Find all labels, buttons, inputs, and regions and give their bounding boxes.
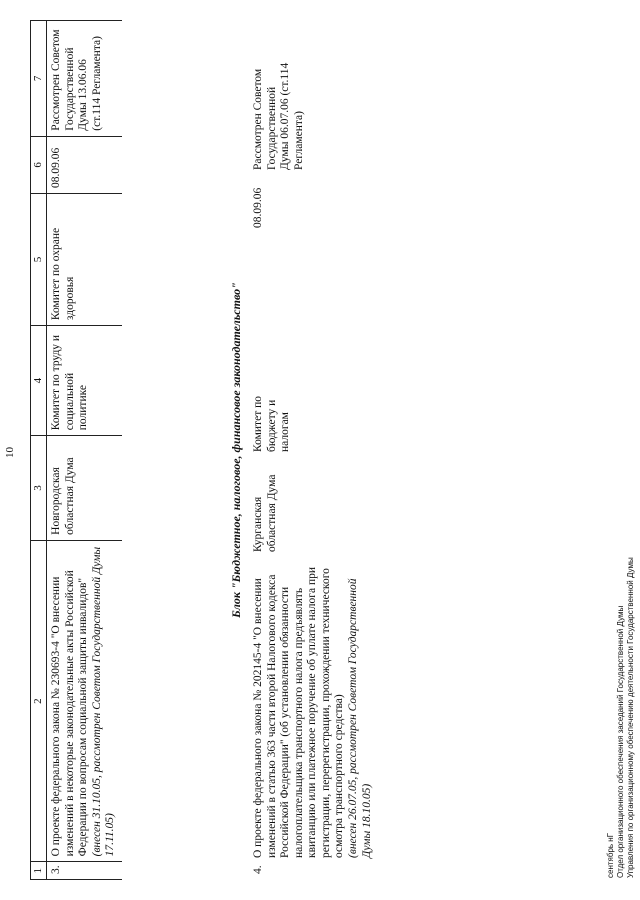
initiator: Новгородская областная Дума bbox=[46, 436, 121, 541]
column-header: 3 bbox=[31, 436, 47, 541]
bill-cell bbox=[46, 540, 121, 862]
committee: Комитет по труду и социальной политике bbox=[46, 326, 121, 436]
column-header: 5 bbox=[31, 193, 47, 325]
bill-cell bbox=[252, 558, 374, 858]
block-title: Блок "Бюджетное, налоговое, финансовое законодательство" bbox=[229, 282, 243, 618]
table-header-row bbox=[31, 21, 47, 880]
row-number: 4. bbox=[252, 865, 264, 874]
column-header: 4 bbox=[31, 326, 47, 436]
bill-title: О проекте федерального закона № 230693-4 "О внесении изменений в некоторые законодательные акты Российской Федерации по вопросам социальной защиты инвалидов" bbox=[49, 570, 90, 857]
bill-title: О проекте федерального закона № 202145-4 "О внесении изменений в статью 363 части второй Налогового кодекса Российской Федерации" (об установлении обязанности налогоплательщика транспортного налога предъявлять квитанцию или платежное поручение об уплате налога при регистрации, перерегистрации, прохождении технического осмотра транспортного средства) bbox=[252, 566, 346, 858]
status: Рассмотрен Советом Государственной Думы 13.06.06 (ст.114 Регламента) bbox=[46, 21, 121, 137]
date: 08.09.06 bbox=[252, 187, 264, 228]
column-header: 7 bbox=[31, 21, 47, 137]
column-header: 6 bbox=[31, 136, 47, 193]
committee: Комитет по бюджету и налогам bbox=[252, 396, 292, 452]
column-header: 1 bbox=[31, 862, 47, 880]
status: Рассмотрен Советом Государственной Думы 06.07.06 (ст.114 Регламента) bbox=[252, 62, 305, 170]
table-row bbox=[46, 21, 121, 880]
footer-directorate: Управления по организационному обеспечению деятельности Государственной Думы bbox=[626, 557, 635, 878]
agenda-table bbox=[30, 20, 122, 880]
footer-department: Отдел организационного обеспечения заседаний Государственной Думы bbox=[616, 605, 625, 878]
page-number: 10 bbox=[4, 447, 16, 458]
footer bbox=[606, 557, 636, 878]
bill-note: (внесен 26.07.05, рассмотрен Советом Государственной Думы 18.10.05) bbox=[346, 578, 373, 858]
co-committee: Комитет по охране здоровья bbox=[46, 193, 121, 325]
column-header: 2 bbox=[31, 540, 47, 862]
footer-date: сентябрь нГ bbox=[606, 832, 615, 878]
bill-note: (внесен 31.10.05, рассмотрен Советом Государственной Думы 17.11.05) bbox=[90, 546, 117, 857]
row-number: 3. bbox=[46, 862, 121, 880]
date: 08.09.06 bbox=[46, 136, 121, 193]
initiator: Курганская областная Дума bbox=[252, 474, 278, 552]
